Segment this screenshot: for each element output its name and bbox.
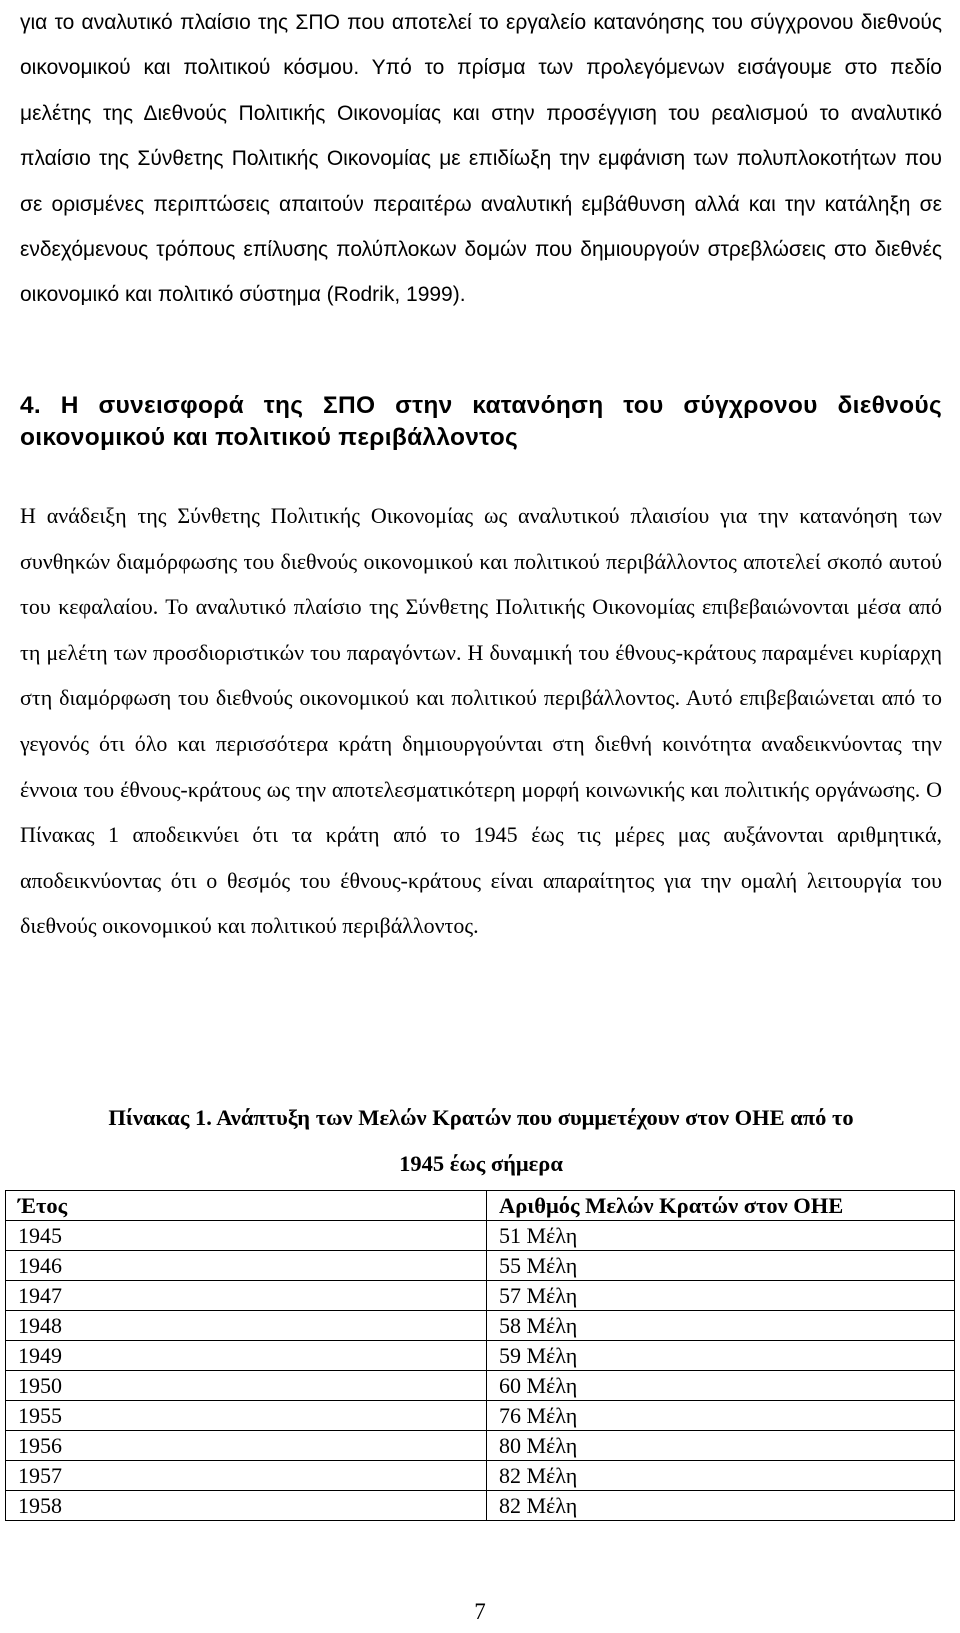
member-count-cell: 82 Μέλη (487, 1461, 955, 1491)
un-members-table (5, 1190, 955, 1521)
table-row (6, 1251, 955, 1281)
year-cell: 1958 (6, 1491, 487, 1521)
year-cell: 1949 (6, 1341, 487, 1371)
year-cell: 1948 (6, 1311, 487, 1341)
table-row (6, 1311, 955, 1341)
table-header-row (6, 1191, 955, 1221)
intro-paragraph: για το αναλυτικό πλαίσιο της ΣΠΟ που αποτελεί το εργαλείο κατανόησης του σύγχρονου διεθνούς οικονομικού και πολιτικού κόσμου. Υπό το πρίσμα των προλεγόμενων εισάγουμε στο πεδίο μελέτης της Διεθνούς Πολιτικής Οικονομίας και στην προσέγγιση του ρεαλισμού το αναλυτικό πλαίσιο της Σύνθετης Πολιτικής Οικονομίας με επιδίωξη την εμφάνιση των πολυπλοκοτήτων που σε ορισμένες περιπτώσεις απαιτούν περαιτέρω αναλυτική εμβάθυνση αλλά και την κατάληξη σε ενδεχόμενους τρόπους επίλυσης πολύπλοκων δομών που δημιουργούν στρεβλώσεις στο διεθνές οικονομικό και πολιτικό σύστημα (Rodrik, 1999). (20, 11, 942, 307)
header-member-count: Αριθμός Μελών Κρατών στον ΟΗΕ (487, 1191, 955, 1221)
member-count-cell: 80 Μέλη (487, 1431, 955, 1461)
year-cell: 1946 (6, 1251, 487, 1281)
year-cell: 1955 (6, 1401, 487, 1431)
body-paragraph: Η ανάδειξη της Σύνθετης Πολιτικής Οικονομίας ως αναλυτικού πλαισίου για την κατανόηση των συνθηκών διαμόρφωσης του διεθνούς οικονομικού και πολιτικού περιβάλλοντος αποτελεί σκοπό αυτού του κεφαλαίου. Το αναλυτικό πλαίσιο της Σύνθετης Πολιτικής Οικονομίας επιβεβαιώνονται μέσα από τη μελέτη των προσδιοριστικών του παραγόντων. Η δυναμική του έθνους-κράτους παραμένει κυρίαρχη στη διαμόρφωση του διεθνούς οικονομικού και πολιτικού περιβάλλοντος. Αυτό επιβεβαιώνεται από το γεγονός ότι όλο και περισσότερα κράτη δημιουργούνται στη διεθνή κοινότητα αναδεικνύοντας την έννοια του έθνους-κράτους ως την αποτελεσματικότερη μορφή κοινωνικής και πολιτικής οργάνωσης. Ο Πίνακας 1 αποδεικνύει ότι τα κράτη από το 1945 έως τις μέρες μας αυξάνονται αριθμητικά, αποδεικνύοντας ότι ο θεσμός του έθνους-κράτους είναι απαραίτητος για την ομαλή λειτουργία του διεθνούς οικονομικού και πολιτικού περιβάλλοντος. (20, 503, 942, 939)
year-cell: 1947 (6, 1281, 487, 1311)
section-heading: 4. Η συνεισφορά της ΣΠΟ στην κατανόηση του σύγχρονου διεθνούς οικονομικού και πολιτικού περιβάλλοντος (20, 392, 942, 451)
member-count-cell: 59 Μέλη (487, 1341, 955, 1371)
page-number: 7 (474, 1599, 486, 1624)
member-count-cell: 58 Μέλη (487, 1311, 955, 1341)
table-row (6, 1341, 955, 1371)
table-row (6, 1371, 955, 1401)
table-row (6, 1491, 955, 1521)
member-count-cell: 55 Μέλη (487, 1251, 955, 1281)
table-row (6, 1401, 955, 1431)
table-row (6, 1221, 955, 1251)
year-cell: 1956 (6, 1431, 487, 1461)
header-year: Έτος (6, 1191, 487, 1221)
member-count-cell: 82 Μέλη (487, 1491, 955, 1521)
member-count-cell: 60 Μέλη (487, 1371, 955, 1401)
table-row (6, 1281, 955, 1311)
member-count-cell: 57 Μέλη (487, 1281, 955, 1311)
table-row (6, 1431, 955, 1461)
year-cell: 1945 (6, 1221, 487, 1251)
table-row (6, 1461, 955, 1491)
year-cell: 1957 (6, 1461, 487, 1491)
table-caption-line-2: 1945 έως σήμερα (399, 1151, 563, 1176)
member-count-cell: 51 Μέλη (487, 1221, 955, 1251)
table-caption-line-1: Πίνακας 1. Ανάπτυξη των Μελών Κρατών που συμμετέχουν στον ΟΗΕ από το (108, 1105, 854, 1130)
year-cell: 1950 (6, 1371, 487, 1401)
member-count-cell: 76 Μέλη (487, 1401, 955, 1431)
